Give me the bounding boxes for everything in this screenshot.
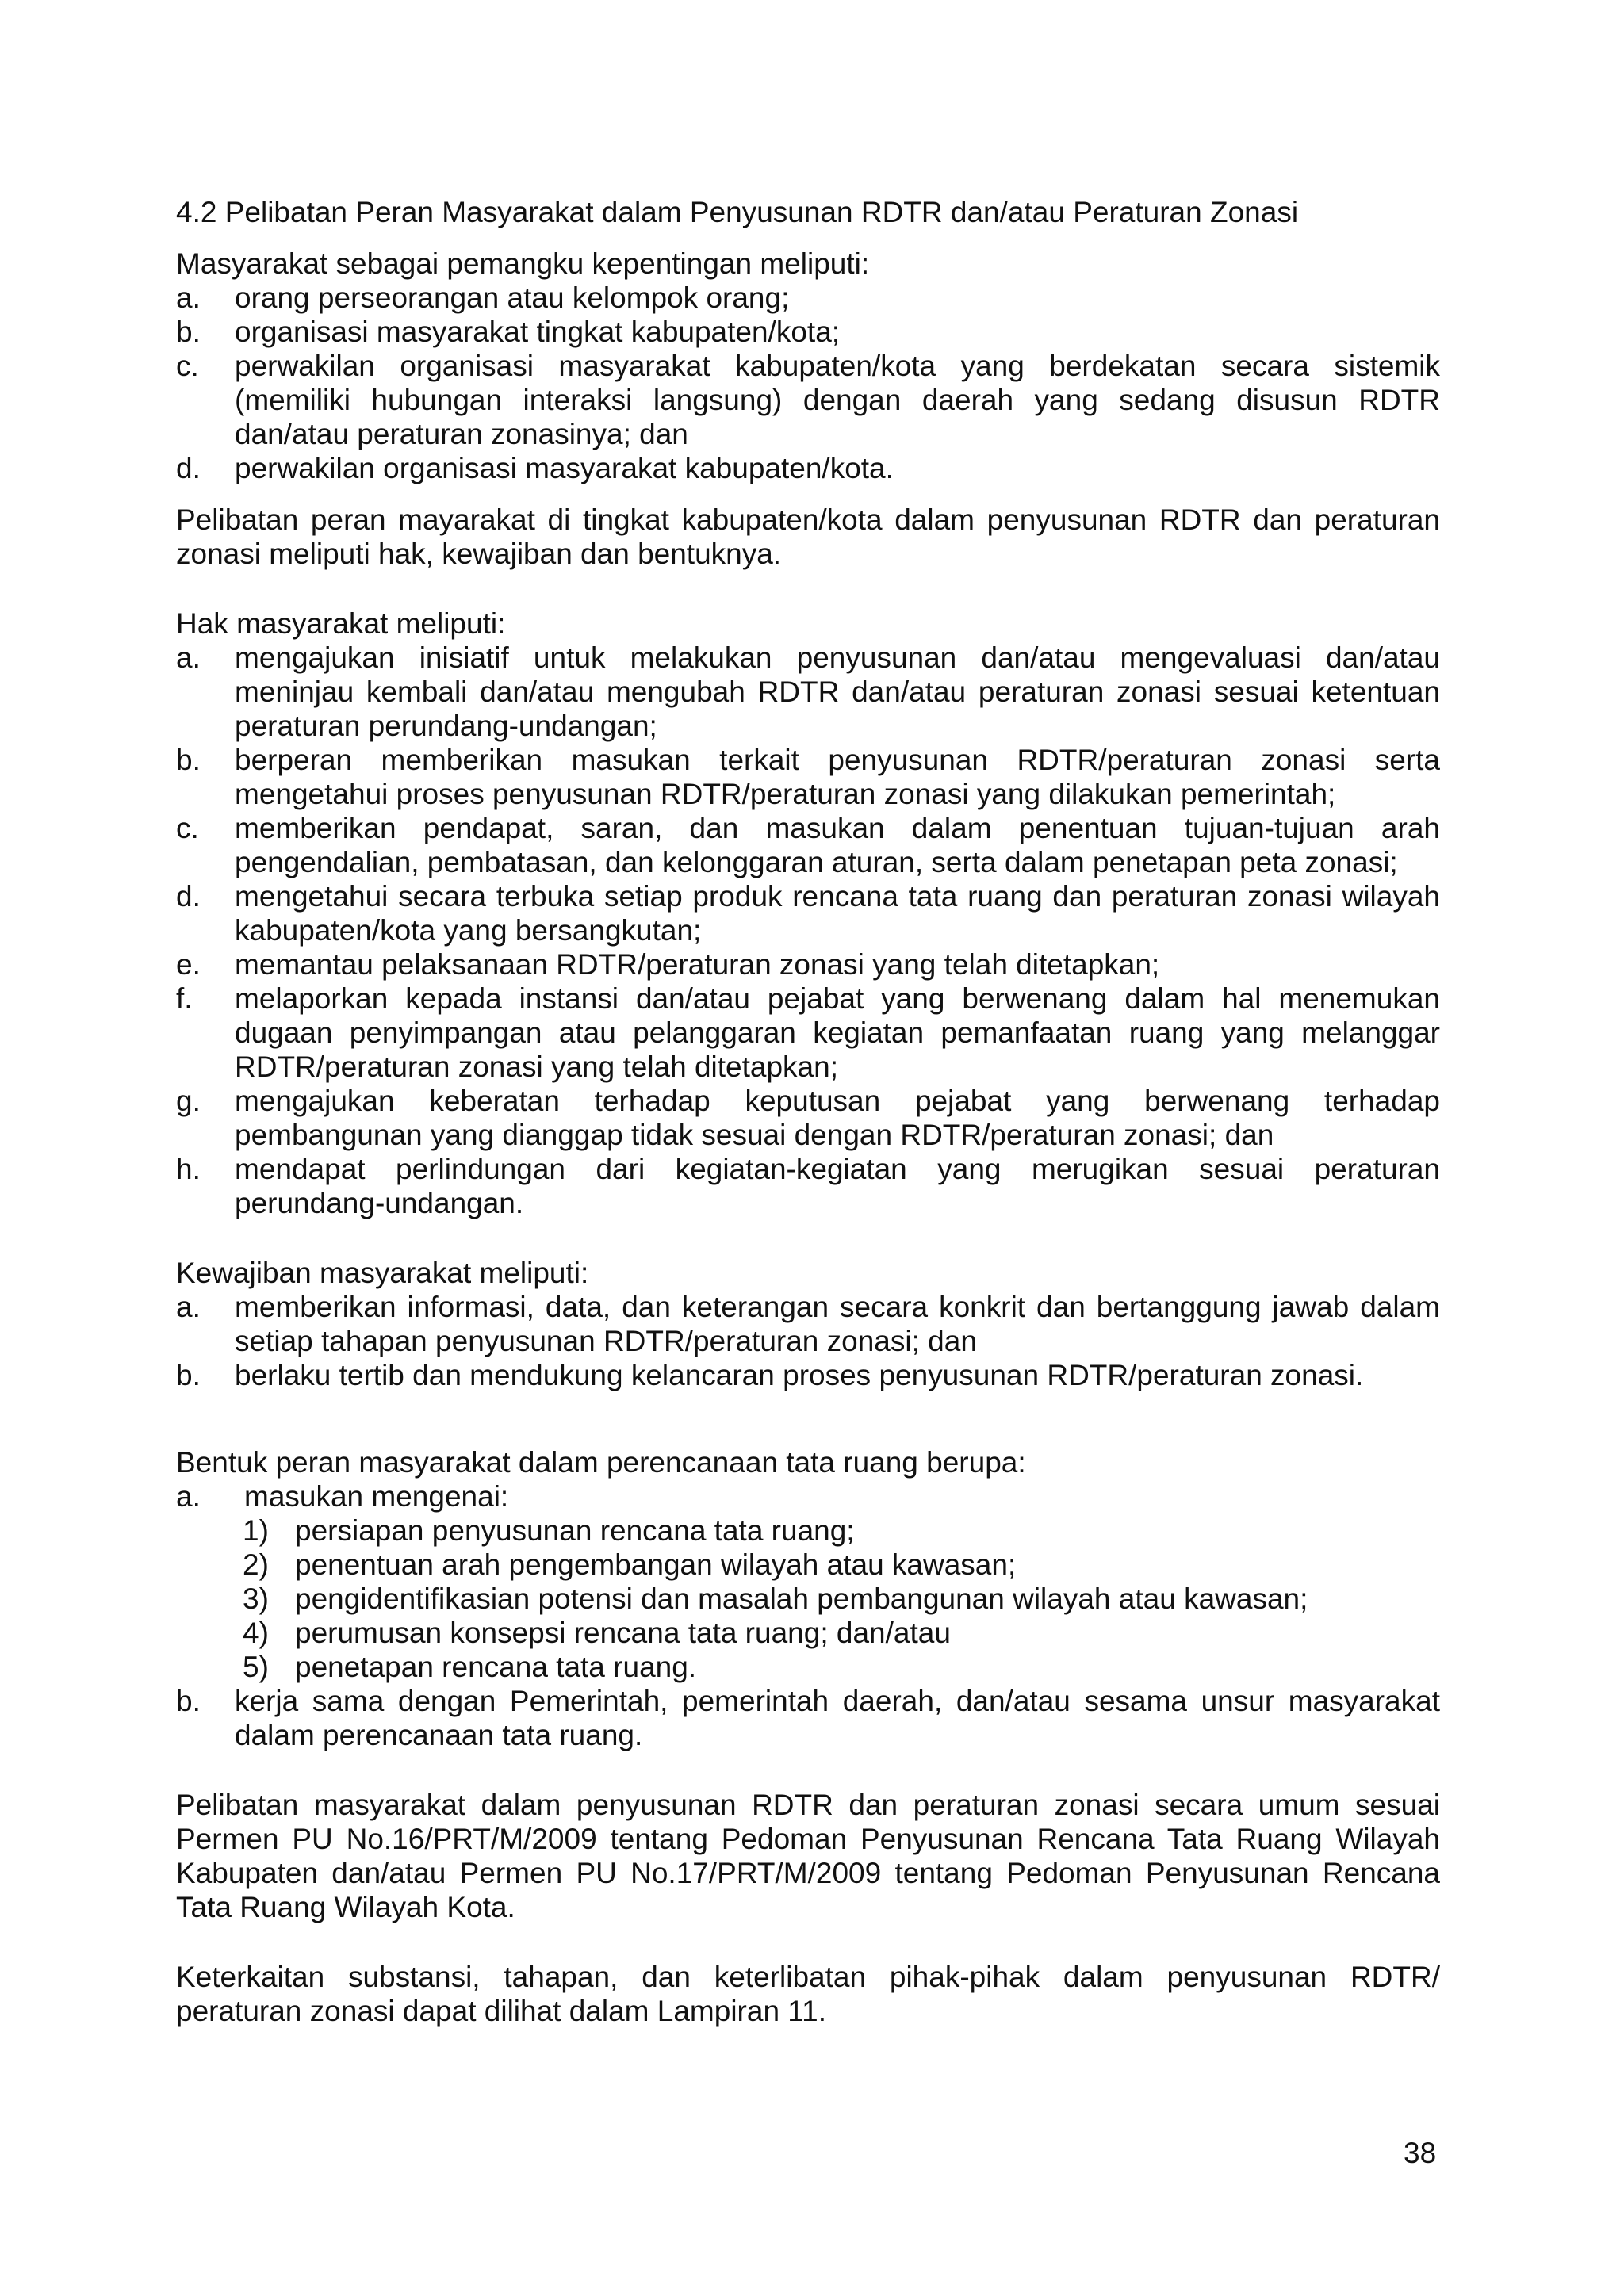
list-item <box>176 1290 1440 1358</box>
section-title: 4.2 Pelibatan Peran Masyarakat dalam Penyusunan RDTR dan/atau Peraturan Zonasi <box>176 196 1299 228</box>
list-marker: b. <box>176 744 201 776</box>
list-item-text: mengetahui secara terbuka setiap produk rencana tata ruang dan peraturan zonasi wilayah kabupaten/kota yang bersangkutan; <box>235 880 1440 947</box>
list-item-text: masukan mengenai: <box>244 1480 509 1513</box>
sub-list-item-text: penetapan rencana tata ruang. <box>295 1651 697 1683</box>
list-item <box>176 1084 1440 1152</box>
list-marker: b. <box>176 316 201 348</box>
list-item-text: perwakilan organisasi masyarakat kabupaten/kota yang berdekatan secara sistemik (memiliki hubungan interaksi langsung) dengan daerah yang sedang disusun RDTR dan/atau peraturan zonasinya; dan <box>235 350 1440 450</box>
list-item-text: organisasi masyarakat tingkat kabupaten/kota; <box>235 316 841 348</box>
regulation-paragraph: Pelibatan masyarakat dalam penyusunan RDTR dan peraturan zonasi secara umum sesuai Permen PU No.16/PRT/M/2009 tentang Pedoman Penyusunan Rencana Tata Ruang Wilayah Kabupaten dan/atau Permen PU No.17/PRT/M/2009 tentang Pedoman Penyusunan Rencana Tata Ruang Wilayah Kota. <box>176 1789 1440 1923</box>
list-item <box>176 1358 1440 1392</box>
list-item <box>176 879 1440 947</box>
list-marker: a. <box>176 641 201 674</box>
forms-list <box>176 1479 1440 1752</box>
list-item <box>176 1479 1440 1513</box>
obligations-intro: Kewajiban masyarakat meliputi: <box>176 1257 589 1289</box>
list-marker: f. <box>176 982 193 1015</box>
list-item-text: mengajukan inisiatif untuk melakukan penyusunan dan/atau mengevaluasi dan/atau meninjau kembali dan/atau mengubah RDTR dan/atau peraturan zonasi sesuai ketentuan peraturan perundang-undangan; <box>235 641 1440 742</box>
rights-list <box>176 641 1440 1220</box>
list-marker: b. <box>176 1685 201 1717</box>
list-item <box>176 1684 1440 1752</box>
involvement-paragraph: Pelibatan peran mayarakat di tingkat kabupaten/kota dalam penyusunan RDTR dan peraturan zonasi meliputi hak, kewajiban dan bentuknya. <box>176 503 1440 570</box>
list-item-text: mengajukan keberatan terhadap keputusan pejabat yang berwenang terhadap pembangunan yang dianggap tidak sesuai dengan RDTR/peraturan zonasi; dan <box>235 1085 1440 1151</box>
page-number: 38 <box>1404 2137 1437 2169</box>
rights-intro: Hak masyarakat meliputi: <box>176 607 506 640</box>
list-item <box>176 947 1440 982</box>
stakeholders-intro: Masyarakat sebagai pemangku kepentingan meliputi: <box>176 247 870 280</box>
sub-list-item <box>176 1616 1440 1650</box>
list-item-text: kerja sama dengan Pemerintah, pemerintah daerah, dan/atau sesama unsur masyarakat dalam perencanaan tata ruang. <box>235 1685 1440 1751</box>
list-item-text: melaporkan kepada instansi dan/atau pejabat yang berwenang dalam hal menemukan dugaan penyimpangan atau pelanggaran kegiatan pemanfaatan ruang yang melanggar RDTR/peraturan zonasi yang telah ditetapkan; <box>235 982 1440 1083</box>
sub-list-item <box>176 1582 1440 1616</box>
stakeholders-list <box>176 281 1440 485</box>
list-item-text: memberikan pendapat, saran, dan masukan dalam penentuan tujuan-tujuan arah pengendalian, pembatasan, dan kelonggaran aturan, serta dalam penetapan peta zonasi; <box>235 812 1440 878</box>
sub-list-item <box>176 1650 1440 1684</box>
list-marker: d. <box>176 452 201 484</box>
list-item-text: berperan memberikan masukan terkait penyusunan RDTR/peraturan zonasi serta mengetahui proses penyusunan RDTR/peraturan zonasi yang dilakukan pemerintah; <box>235 744 1440 810</box>
list-item <box>176 1152 1440 1220</box>
list-item <box>176 281 1440 315</box>
list-item-text: perwakilan organisasi masyarakat kabupaten/kota. <box>235 452 894 484</box>
list-item <box>176 811 1440 879</box>
list-item-text: berlaku tertib dan mendukung kelancaran proses penyusunan RDTR/peraturan zonasi. <box>235 1359 1364 1391</box>
document-body <box>176 195 1440 2028</box>
appendix-paragraph: Keterkaitan substansi, tahapan, dan keterlibatan pihak-pihak dalam penyusunan RDTR/ peraturan zonasi dapat dilihat dalam Lampiran 11. <box>176 1961 1440 2027</box>
list-item <box>176 349 1440 451</box>
sub-list-marker: 2) <box>243 1548 269 1581</box>
list-item <box>176 982 1440 1084</box>
obligations-list <box>176 1290 1440 1392</box>
list-item <box>176 743 1440 811</box>
sub-list-item-text: pengidentifikasian potensi dan masalah pembangunan wilayah atau kawasan; <box>295 1582 1308 1615</box>
list-marker: c. <box>176 350 199 382</box>
list-marker: d. <box>176 880 201 913</box>
forms-intro: Bentuk peran masyarakat dalam perencanaan tata ruang berupa: <box>176 1446 1026 1479</box>
list-marker: c. <box>176 812 199 844</box>
sub-list-item-text: penentuan arah pengembangan wilayah atau kawasan; <box>295 1548 1017 1581</box>
list-marker: a. <box>176 1480 201 1513</box>
list-item-text: memberikan informasi, data, dan keterangan secara konkrit dan bertanggung jawab dalam setiap tahapan penyusunan RDTR/peraturan zonasi; dan <box>235 1291 1440 1357</box>
sub-list-item-text: perumusan konsepsi rencana tata ruang; dan/atau <box>295 1617 951 1649</box>
list-item-text: memantau pelaksanaan RDTR/peraturan zonasi yang telah ditetapkan; <box>235 948 1160 981</box>
sub-list-item-text: persiapan penyusunan rencana tata ruang; <box>295 1514 855 1547</box>
list-marker: a. <box>176 281 201 314</box>
list-item <box>176 315 1440 349</box>
sub-list-marker: 3) <box>243 1582 269 1615</box>
list-marker: g. <box>176 1085 201 1117</box>
list-marker: e. <box>176 948 201 981</box>
sub-list-item <box>176 1548 1440 1582</box>
list-marker: b. <box>176 1359 201 1391</box>
list-item <box>176 641 1440 743</box>
sub-list-item <box>176 1513 1440 1548</box>
list-marker: a. <box>176 1291 201 1323</box>
list-item-text: orang perseorangan atau kelompok orang; <box>235 281 790 314</box>
list-item-text: mendapat perlindungan dari kegiatan-kegiatan yang merugikan sesuai peraturan perundang-undangan. <box>235 1153 1440 1219</box>
sub-list-marker: 4) <box>243 1617 269 1649</box>
sub-list-marker: 5) <box>243 1651 269 1683</box>
list-marker: h. <box>176 1153 201 1185</box>
sub-list-marker: 1) <box>243 1514 269 1547</box>
list-item <box>176 451 1440 485</box>
